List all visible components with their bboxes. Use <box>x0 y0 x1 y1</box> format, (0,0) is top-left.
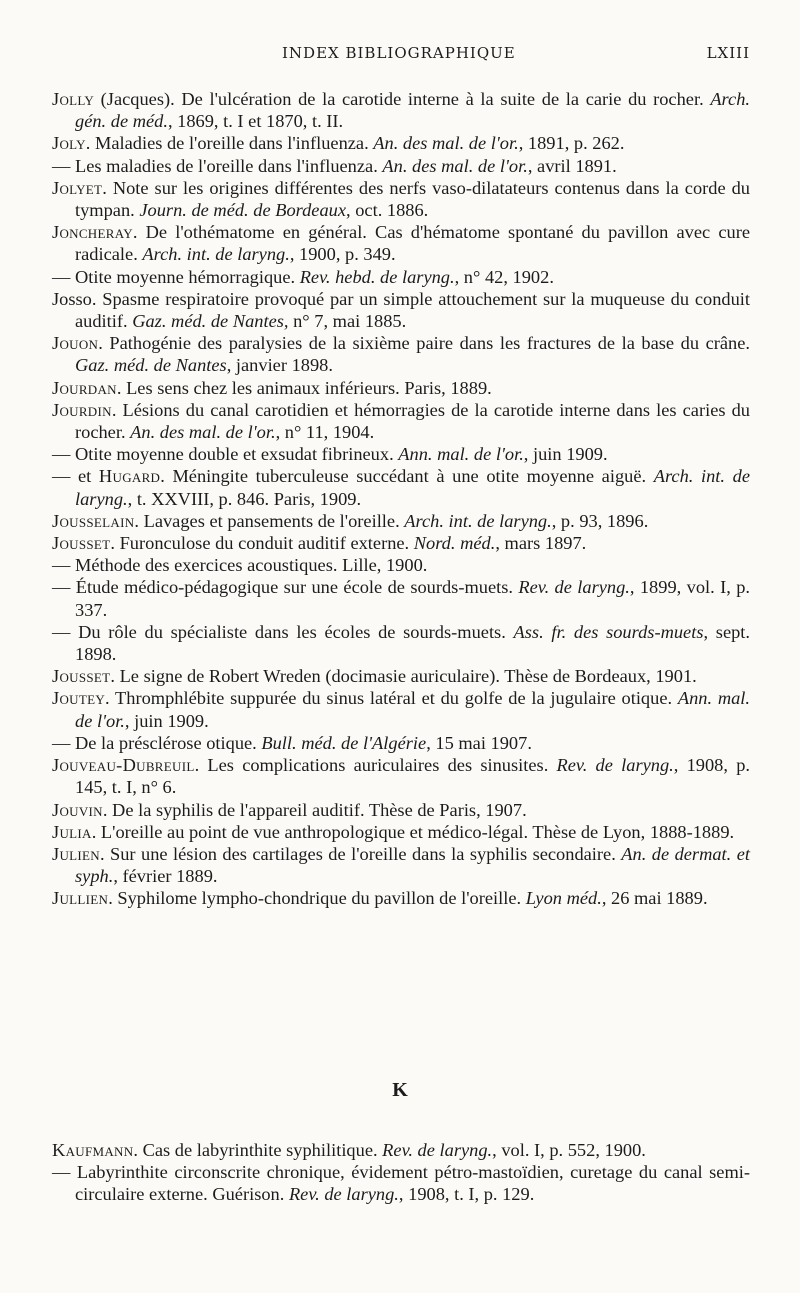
entry-journal: Ann. mal. de l'or. <box>398 444 524 465</box>
entry-text: — Méthode des exercices acoustiques. Lille, 1900. <box>52 555 428 576</box>
bibliography-entry <box>52 554 750 576</box>
entry-text: , 1900, p. 349. <box>289 244 396 265</box>
entry-text: , sept. 1898. <box>75 621 751 665</box>
entry-text: . Méningite tuberculeuse succédant à une otite moyenne aiguë. <box>160 466 654 487</box>
entry-journal: An. des mal. de l'or. <box>373 133 519 154</box>
bibliography-entry <box>52 887 750 909</box>
entry-text: . Le signe de Robert Wreden (docimasie auriculaire). Thèse de Bordeaux, 1901. <box>110 666 697 687</box>
entry-journal: Ann. mal. de l'or. <box>75 688 750 731</box>
entry-author: Kaufmann <box>52 1140 134 1160</box>
entry-text: Josso. Spasme respiratoire provoqué par un simple attouchement sur la muqueuse du conduit auditif. <box>52 288 750 332</box>
entry-journal: Journ. de méd. de Bordeaux <box>139 200 347 221</box>
entry-text: . De l'othématome en général. Cas d'hématome spontané du pavillon avec cure radicale. <box>75 222 750 265</box>
entry-text: . Sur une lésion des cartilages de l'oreille dans la syphilis secondaire. <box>99 843 622 864</box>
bibliography-entry <box>52 799 750 821</box>
bibliography-entry <box>52 177 750 221</box>
bibliography-entry <box>52 665 750 687</box>
entry-journal: Rev. de laryng. <box>288 1184 399 1205</box>
page-number: LXIII <box>706 44 750 62</box>
entry-text: . Les complications auriculaires des sinusites. <box>194 755 557 776</box>
entry-journal: An. de dermat. et syph. <box>75 843 750 887</box>
entry-text: . L'oreille au point de vue anthropologique et médico-légal. Thèse de Lyon, 1888-1889. <box>91 821 735 842</box>
entry-journal: Ass. fr. des sourds-muets <box>513 621 704 642</box>
entry-text: , t. XXVIII, p. 846. Paris, 1909. <box>127 488 362 509</box>
bibliography-list-k <box>52 1139 750 1206</box>
bibliography-entry <box>52 1139 750 1161</box>
bibliography-entry <box>52 155 750 177</box>
entry-text: , avril 1891. <box>527 155 617 176</box>
entry-text: , 1908, p. 145, t. I, n° 6. <box>75 755 750 798</box>
entry-text: . Note sur les origines différentes des nerfs vaso-dilatateurs contenus dans la corde du tympan. <box>75 177 750 221</box>
entry-journal: Nord. méd. <box>413 533 496 554</box>
bibliography-entry <box>52 843 750 887</box>
entry-text: , 1869, t. I et 1870, t. II. <box>167 111 344 132</box>
bibliography-entry <box>52 221 750 265</box>
entry-text: . Lavages et pansements de l'oreille. <box>134 510 405 531</box>
entry-journal: Arch. int. de laryng. <box>142 244 290 265</box>
entry-text: . Furonculose du conduit auditif externe. <box>110 533 414 554</box>
entry-author: Jullien <box>52 888 109 909</box>
bibliography-entry <box>52 88 750 132</box>
entry-author: Jousselain <box>52 510 135 531</box>
bibliography-entry <box>52 465 750 509</box>
entry-journal: Rev. de laryng. <box>382 1140 493 1160</box>
entry-journal: Lyon méd. <box>525 888 602 909</box>
entry-text: , n° 11, 1904. <box>275 422 375 443</box>
entry-author: Jousset <box>52 666 111 687</box>
entry-author: Jolyet <box>52 177 103 198</box>
entry-text: , vol. I, p. 552, 1900. <box>492 1140 646 1160</box>
bibliography-entry <box>52 266 750 288</box>
entry-author: Jouveau-Dubreuil <box>52 755 195 776</box>
bibliography-entry <box>52 510 750 532</box>
entry-text: , juin 1909. <box>124 710 209 731</box>
bibliography-entry <box>52 821 750 843</box>
entry-journal: Rev. hebd. de laryng. <box>299 266 455 287</box>
entry-author: Jousset <box>52 533 111 554</box>
bibliography-entry <box>52 532 750 554</box>
entry-text: , 1891, p. 262. <box>518 133 625 154</box>
entry-journal: Gaz. méd. de Nantes <box>75 355 227 376</box>
entry-text: n° 7, mai 1885. <box>288 311 407 332</box>
bibliography-entry <box>52 399 750 443</box>
entry-journal: Bull. méd. de l'Algérie <box>261 732 427 753</box>
entry-text: , juin 1909. <box>523 444 608 465</box>
bibliography-entry <box>52 443 750 465</box>
bibliography-entry <box>52 1161 750 1205</box>
entry-author: Joncheray <box>52 222 133 243</box>
bibliography-list-j <box>52 88 750 910</box>
entry-text: . Pathogénie des paralysies de la sixième paire dans les fractures de la base du crâne. <box>98 333 750 354</box>
entry-journal: An. des mal. de l'or. <box>382 155 528 176</box>
bibliography-entry <box>52 132 750 154</box>
entry-text: , oct. 1886. <box>346 200 429 221</box>
bibliography-entry <box>52 754 750 798</box>
entry-text: . Lésions du canal carotidien et hémorragies de la carotide interne dans les caries du rocher. <box>75 399 750 443</box>
entry-journal: Arch. gén. de méd. <box>75 89 750 132</box>
entry-text: — Du rôle du spécialiste dans les écoles de sourds-muets. <box>52 621 514 642</box>
entry-text: — Otite moyenne hémorragique. <box>52 266 300 287</box>
bibliography-entry <box>52 377 750 399</box>
entry-author: Jouon <box>52 333 99 354</box>
bibliography-entry <box>52 687 750 731</box>
bibliography-entry <box>52 288 750 332</box>
entry-text: . De la syphilis de l'appareil auditif. Thèse de Paris, 1907. <box>102 799 527 820</box>
entry-text: , p. 93, 1896. <box>551 510 649 531</box>
header-title: INDEX BIBLIOGRAPHIQUE <box>282 44 516 62</box>
entry-text: — Otite moyenne double et exsudat fibrineux. <box>52 444 399 465</box>
entry-text: , janvier 1898. <box>226 355 333 376</box>
entry-author: Jourdan <box>52 377 117 398</box>
entry-text: , n° 42, 1902. <box>454 266 554 287</box>
entry-journal: An. des mal. de l'or. <box>130 422 276 443</box>
entry-text: (Jacques). De l'ulcération de la carotide interne à la suite de la carie du rocher. <box>94 89 711 109</box>
entry-text: . Les sens chez les animaux inférieurs. Paris, 1889. <box>116 377 492 398</box>
entry-text: . Syphilome lympho-chondrique du pavillon de l'oreille. <box>108 888 526 909</box>
bibliography-entry <box>52 332 750 376</box>
entry-author: Joutey <box>52 688 106 709</box>
entry-text: . Thromphlébite suppurée du sinus latéral et du golfe de la jugulaire otique. <box>105 688 678 709</box>
entry-text: , 26 mai 1889. <box>601 888 708 909</box>
entry-author: Joly <box>52 133 86 154</box>
entry-journal: Gaz. méd. de Nantes, <box>132 311 289 332</box>
entry-text: — Labyrinthite circonscrite chronique, évidement pétro-mastoïdien, curetage du canal semi-circulaire externe. Guérison. <box>52 1162 750 1205</box>
entry-author: Julia <box>52 821 92 842</box>
section-heading-k: K <box>392 1079 408 1101</box>
entry-author: Jolly <box>52 89 95 109</box>
entry-text: — Les maladies de l'oreille dans l'influenza. <box>52 155 383 176</box>
entry-journal: Rev. de laryng. <box>518 577 630 598</box>
entry-text: — De la présclérose otique. <box>52 732 262 753</box>
entry-text: , février 1889. <box>113 866 218 887</box>
entry-author: Jourdin <box>52 399 112 420</box>
entry-text: — Étude médico-pédagogique sur une école de sourds-muets. <box>52 577 519 598</box>
bibliography-entry <box>52 621 750 665</box>
entry-author: Jouvin <box>52 799 103 820</box>
entry-text: , 15 mai 1907. <box>426 732 532 753</box>
entry-text: , 1899, vol. I, p. 337. <box>75 577 750 620</box>
entry-author: Julien <box>52 843 100 864</box>
bibliography-entry <box>52 732 750 754</box>
entry-text: — et <box>52 466 99 487</box>
bibliography-entry <box>52 576 750 620</box>
entry-journal: Arch. int. de laryng. <box>75 466 751 509</box>
entry-text: . Maladies de l'oreille dans l'influenza. <box>85 133 374 154</box>
running-header <box>0 44 800 68</box>
entry-text: , 1908, t. I, p. 129. <box>398 1184 535 1205</box>
entry-journal: Rev. de laryng. <box>556 755 674 776</box>
entry-text: , mars 1897. <box>495 533 587 554</box>
entry-text: Hugard <box>98 466 161 487</box>
entry-text: . Cas de labyrinthite syphilitique. <box>133 1140 383 1160</box>
entry-journal: Arch. int. de laryng. <box>404 510 552 531</box>
